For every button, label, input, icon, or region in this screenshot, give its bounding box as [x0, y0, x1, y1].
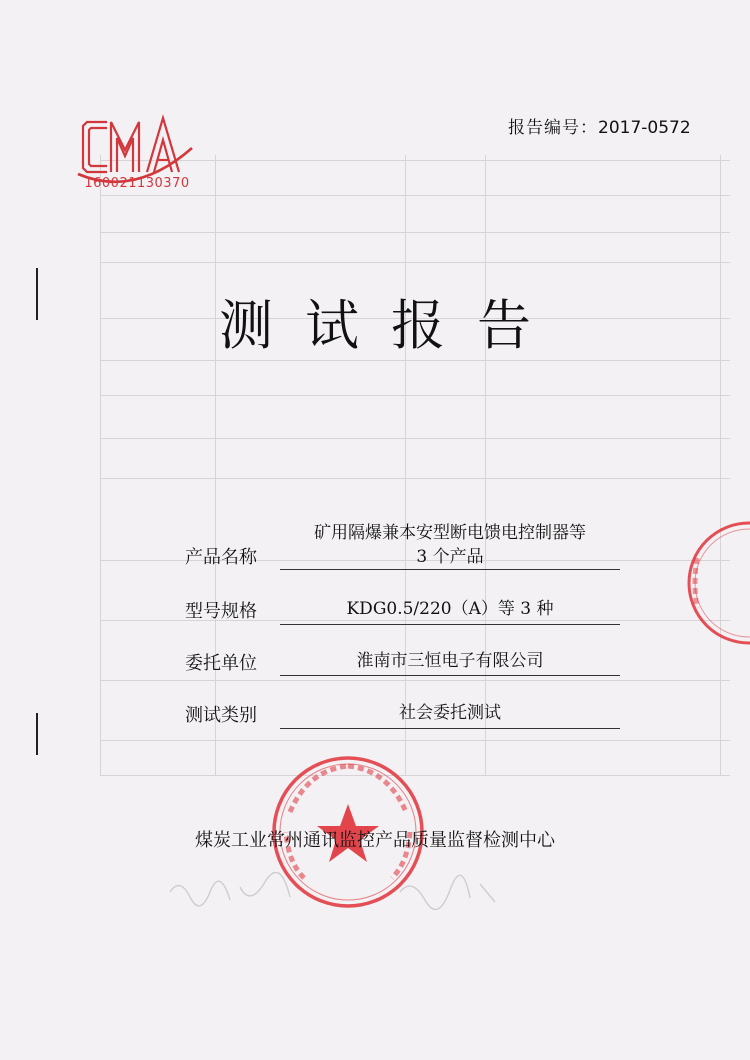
faint-signature-graphic — [150, 872, 510, 912]
product-name-underline — [280, 569, 620, 570]
client-underline — [280, 675, 620, 676]
model-value: KDG0.5/220（A）等 3 种 — [346, 599, 554, 619]
test-type-label: 测试类别 — [185, 705, 257, 726]
left-binding-mark-bottom — [36, 713, 38, 755]
report-number-value: 2017-0572 — [598, 118, 691, 138]
cma-certificate-number: 160021130370 — [84, 176, 190, 191]
client-label: 委托单位 — [185, 653, 257, 674]
report-number — [508, 113, 691, 138]
product-name-label: 产品名称 — [185, 547, 257, 568]
partial-seal-right-edge-graphic — [683, 518, 750, 648]
report-number-label: 报告编号： — [508, 118, 598, 138]
page-title: 测试报告 — [219, 294, 563, 357]
product-name-value-line1: 矿用隔爆兼本安型断电馈电控制器等 — [314, 523, 586, 543]
test-type-underline — [280, 728, 620, 729]
model-label: 型号规格 — [185, 601, 257, 622]
client-value: 淮南市三恒电子有限公司 — [356, 651, 544, 671]
faint-signature — [150, 872, 510, 912]
product-name-value-line2: 3 个产品 — [416, 547, 484, 567]
test-type-value: 社会委托测试 — [399, 703, 501, 723]
partial-seal-right-edge — [683, 518, 750, 652]
issuer-name: 煤炭工业常州通讯监控产品质量监督检测中心 — [195, 830, 555, 851]
model-underline — [280, 624, 620, 625]
